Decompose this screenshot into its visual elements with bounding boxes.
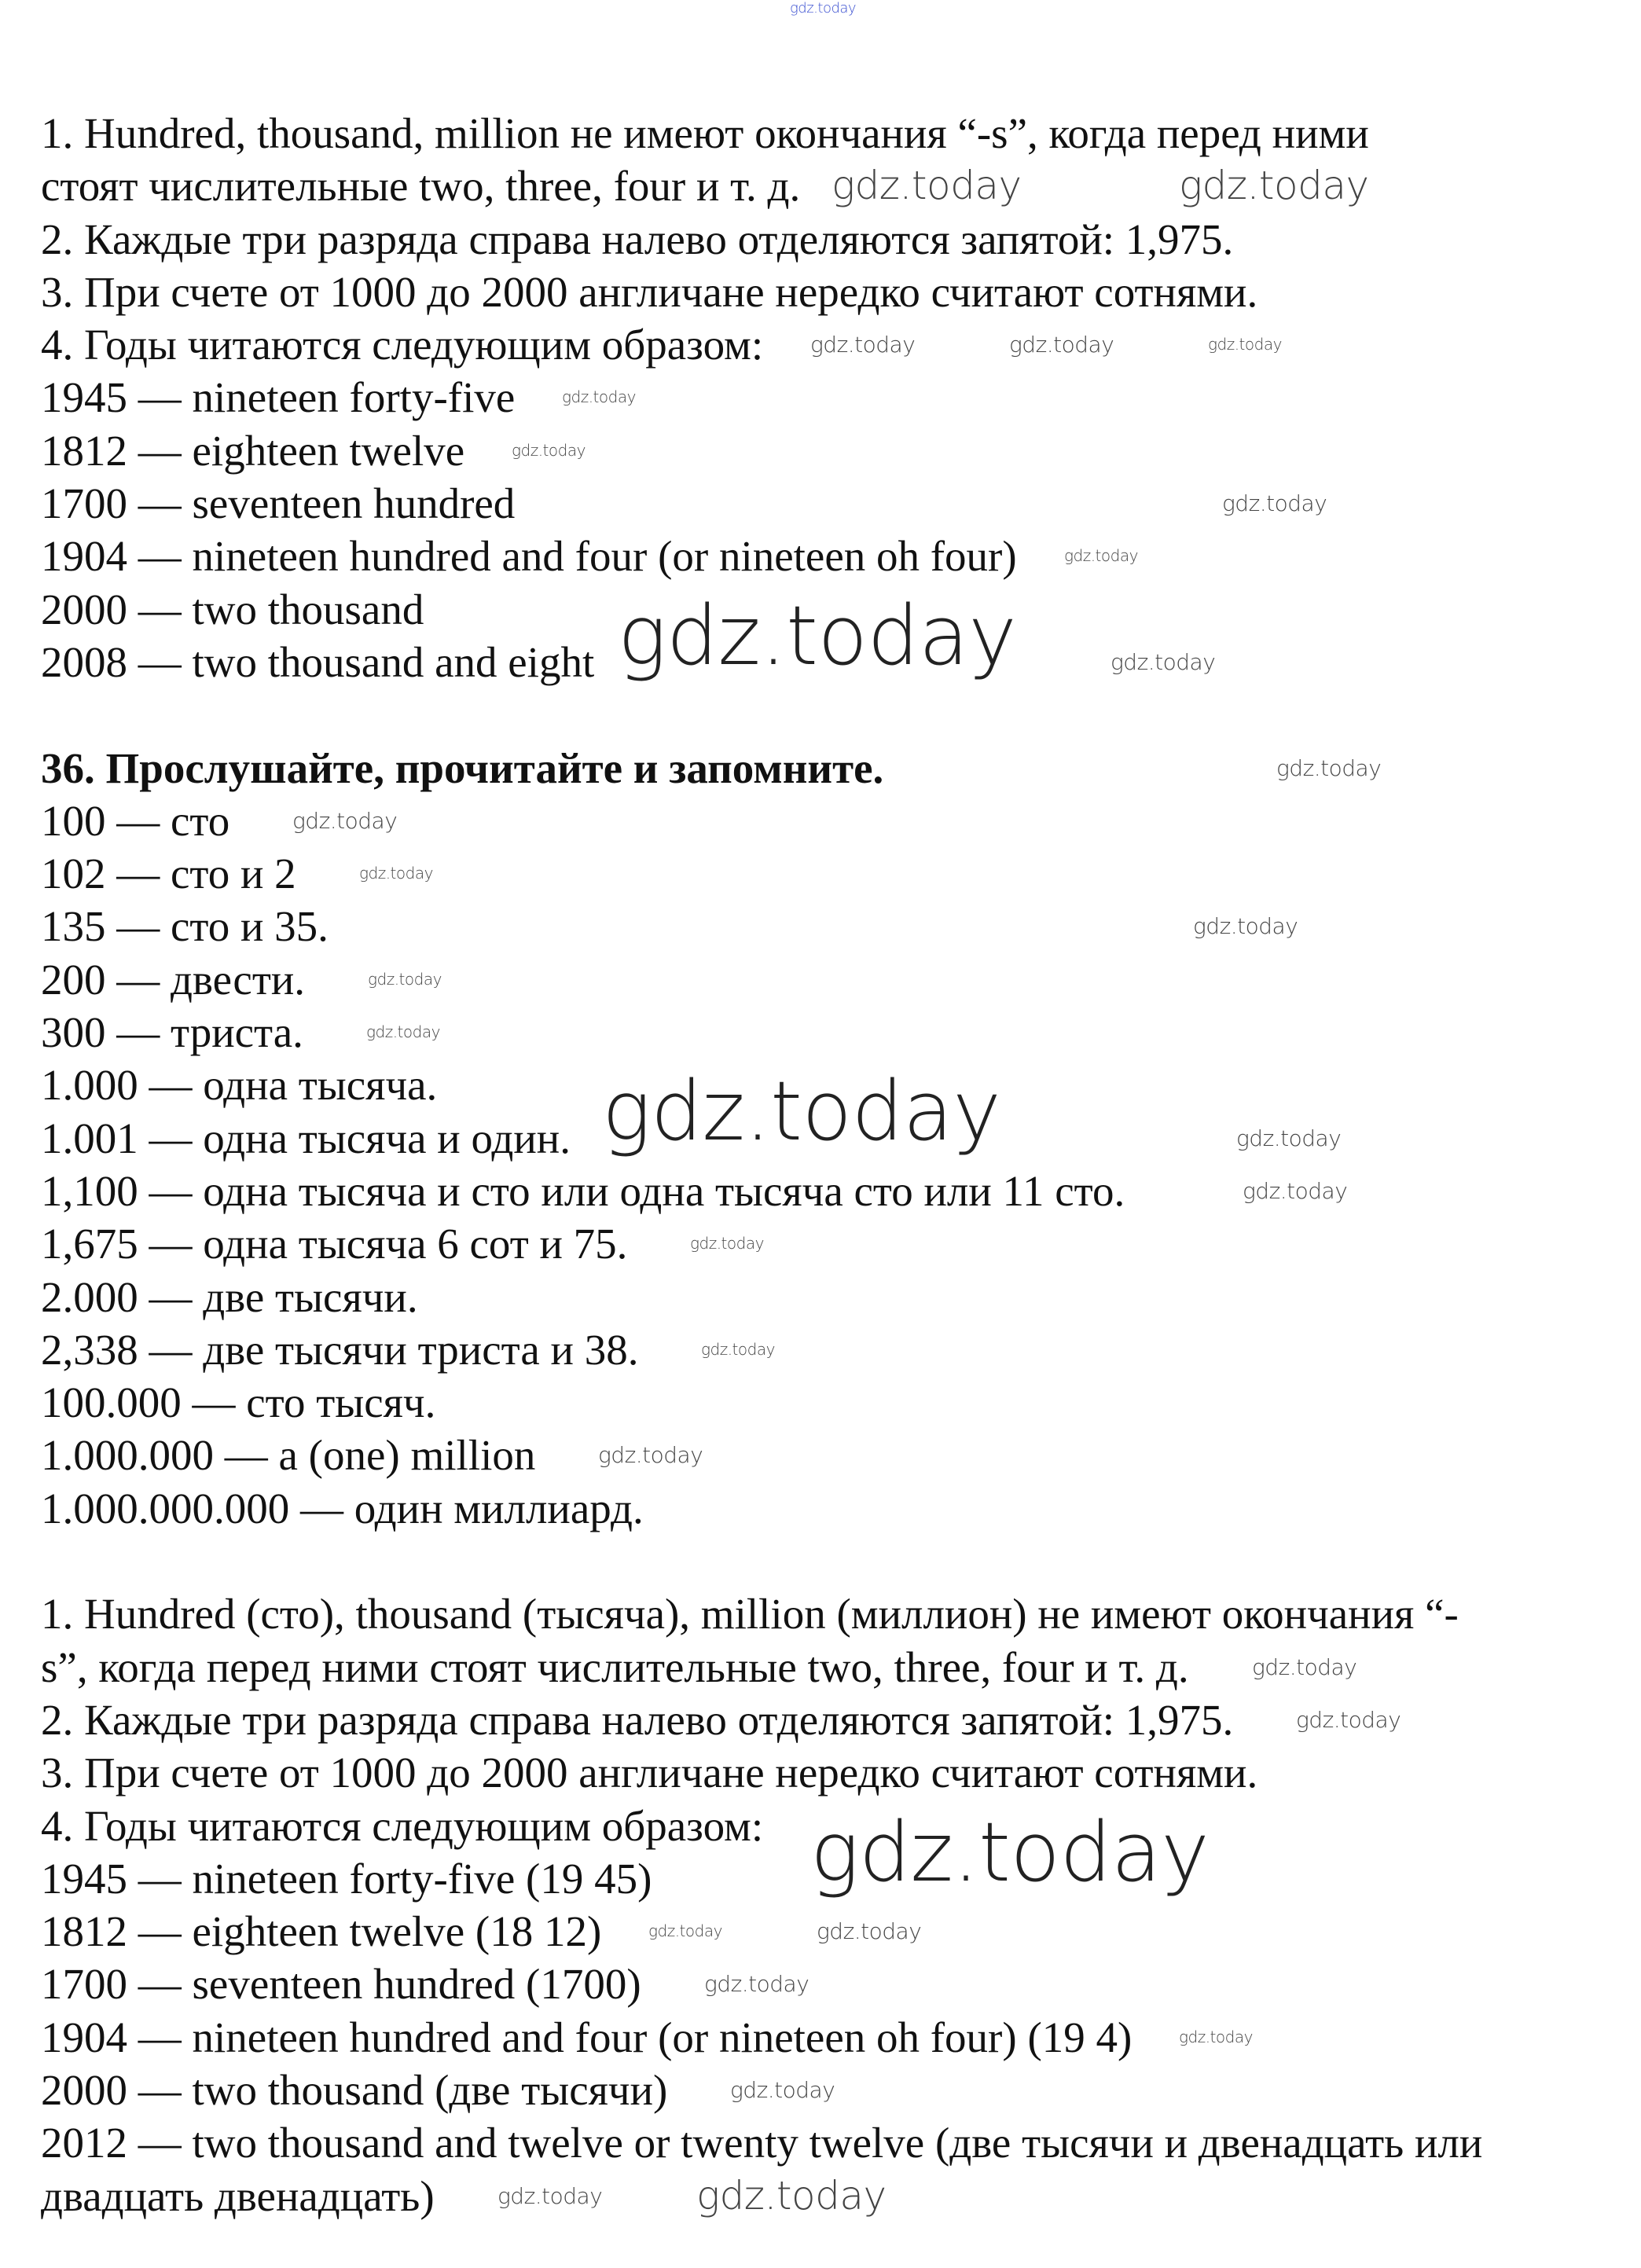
text-line: 2000 — two thousand xyxy=(41,585,424,633)
text-line: 1904 — nineteen hundred and four (or nineteen oh four) xyxy=(41,532,1017,581)
watermark: gdz.today xyxy=(810,332,916,358)
text-line: 2000 — two thousand (две тысячи) xyxy=(41,2065,668,2114)
watermark: gdz.today xyxy=(1009,332,1114,358)
text-line: стоят числительные two, three, four и т. д. xyxy=(41,162,801,211)
text-line: 3. При счете от 1000 до 2000 англичане нередко считают сотнями. xyxy=(41,1749,1258,1797)
text-line: 100 — сто xyxy=(41,796,230,845)
watermark: gdz.today xyxy=(704,1971,809,1998)
text-line: 1812 — eighteen twelve xyxy=(41,426,465,475)
watermark: gdz.today xyxy=(1208,335,1282,354)
text-line: 2012 — two thousand and twelve or twenty twelve (две тысячи и двенадцать или xyxy=(41,2119,1483,2167)
watermark: gdz.today xyxy=(832,163,1022,209)
exercise-heading: 36. Прослушайте, прочитайте и запомните. xyxy=(41,743,884,792)
text-line: 1,100 — одна тысяча и сто или одна тысяча сто или 11 сто. xyxy=(41,1166,1125,1215)
watermark: gdz.today xyxy=(497,2183,603,2210)
text-line: 1812 — eighteen twelve (18 12) xyxy=(41,1907,602,1956)
watermark: gdz.today xyxy=(602,1063,1001,1160)
watermark: gdz.today xyxy=(368,970,442,989)
text-line: 1700 — seventeen hundred (1700) xyxy=(41,1960,641,2009)
watermark: gdz.today xyxy=(1179,163,1369,209)
text-line: 2,338 — две тысячи триста и 38. xyxy=(41,1325,639,1374)
text-line: 1. Hundred (сто), thousand (тысяча), million (миллион) не имеют окончания “- xyxy=(41,1590,1459,1639)
text-line: 3. При счете от 1000 до 2000 англичане нередко считают сотнями. xyxy=(41,267,1258,316)
text-line: двадцать двенадцать) xyxy=(41,2171,435,2220)
watermark: gdz.today xyxy=(690,1234,764,1253)
text-line: 1700 — seventeen hundred xyxy=(41,479,516,528)
text-line: 1.000.000 — a (one) million xyxy=(41,1431,536,1480)
text-line: 1.001 — одна тысяча и один. xyxy=(41,1114,571,1162)
text-line: 1.000.000.000 — один миллиард. xyxy=(41,1484,644,1532)
document-page xyxy=(41,107,1613,2222)
text-line: 2.000 — две тысячи. xyxy=(41,1272,418,1321)
watermark: gdz.today xyxy=(1243,1178,1348,1205)
watermark: gdz.today xyxy=(1252,1654,1357,1681)
text-line: 1945 — nineteen forty-five xyxy=(41,373,516,422)
text-line: 1. Hundred, thousand, million не имеют окончания “-s”, когда перед ними xyxy=(41,109,1369,157)
watermark: gdz.today xyxy=(1236,1125,1342,1152)
text-line: s”, когда перед ними стоят числительные two, three, four и т. д. xyxy=(41,1642,1189,1691)
text-line: 100.000 — сто тысяч. xyxy=(41,1378,436,1427)
watermark: gdz.today xyxy=(817,1918,922,1945)
text-line: 4. Годы читаются следующим образом: xyxy=(41,321,764,369)
watermark: gdz.today xyxy=(1222,490,1327,517)
watermark: gdz.today xyxy=(598,1442,703,1469)
watermark: gdz.today xyxy=(810,1804,1210,1901)
watermark: gdz.today xyxy=(1296,1707,1401,1734)
watermark: gdz.today xyxy=(1111,649,1216,676)
watermark: gdz.today xyxy=(701,1340,775,1360)
watermark: gdz.today xyxy=(618,588,1017,684)
watermark: gdz.today xyxy=(366,1022,440,1042)
text-line: 135 — сто и 35. xyxy=(41,902,329,951)
text-line: 2. Каждые три разряда справа налево отделяются запятой: 1,975. xyxy=(41,1695,1234,1744)
text-line: 4. Годы читаются следующим образом: xyxy=(41,1801,764,1850)
text-line: 200 — двести. xyxy=(41,955,306,1004)
watermark: gdz.today xyxy=(1276,755,1382,782)
watermark: gdz.today xyxy=(1179,2028,1253,2047)
text-line: 2. Каждые три разряда справа налево отделяются запятой: 1,975. xyxy=(41,215,1234,263)
watermark: gdz.today xyxy=(292,808,398,835)
watermark: gdz.today xyxy=(696,2173,887,2219)
text-line: 1.000 — одна тысяча. xyxy=(41,1061,438,1110)
watermark: gdz.today xyxy=(512,441,586,461)
watermark: gdz.today xyxy=(1064,546,1138,566)
watermark: gdz.today xyxy=(730,2077,835,2104)
watermark: gdz.today xyxy=(562,387,636,407)
watermark: gdz.today xyxy=(1193,913,1298,940)
watermark: gdz.today xyxy=(790,0,857,17)
watermark: gdz.today xyxy=(648,1921,722,1941)
text-line: 1945 — nineteen forty-five (19 45) xyxy=(41,1854,652,1903)
text-line: 102 — сто и 2 xyxy=(41,850,296,898)
text-line: 300 — триста. xyxy=(41,1008,303,1057)
text-line: 1,675 — одна тысяча 6 сот и 75. xyxy=(41,1220,628,1268)
text-line: 1904 — nineteen hundred and four (or nineteen oh four) (19 4) xyxy=(41,2013,1133,2061)
text-line: 2008 — two thousand and eight xyxy=(41,637,595,686)
watermark: gdz.today xyxy=(359,864,433,883)
